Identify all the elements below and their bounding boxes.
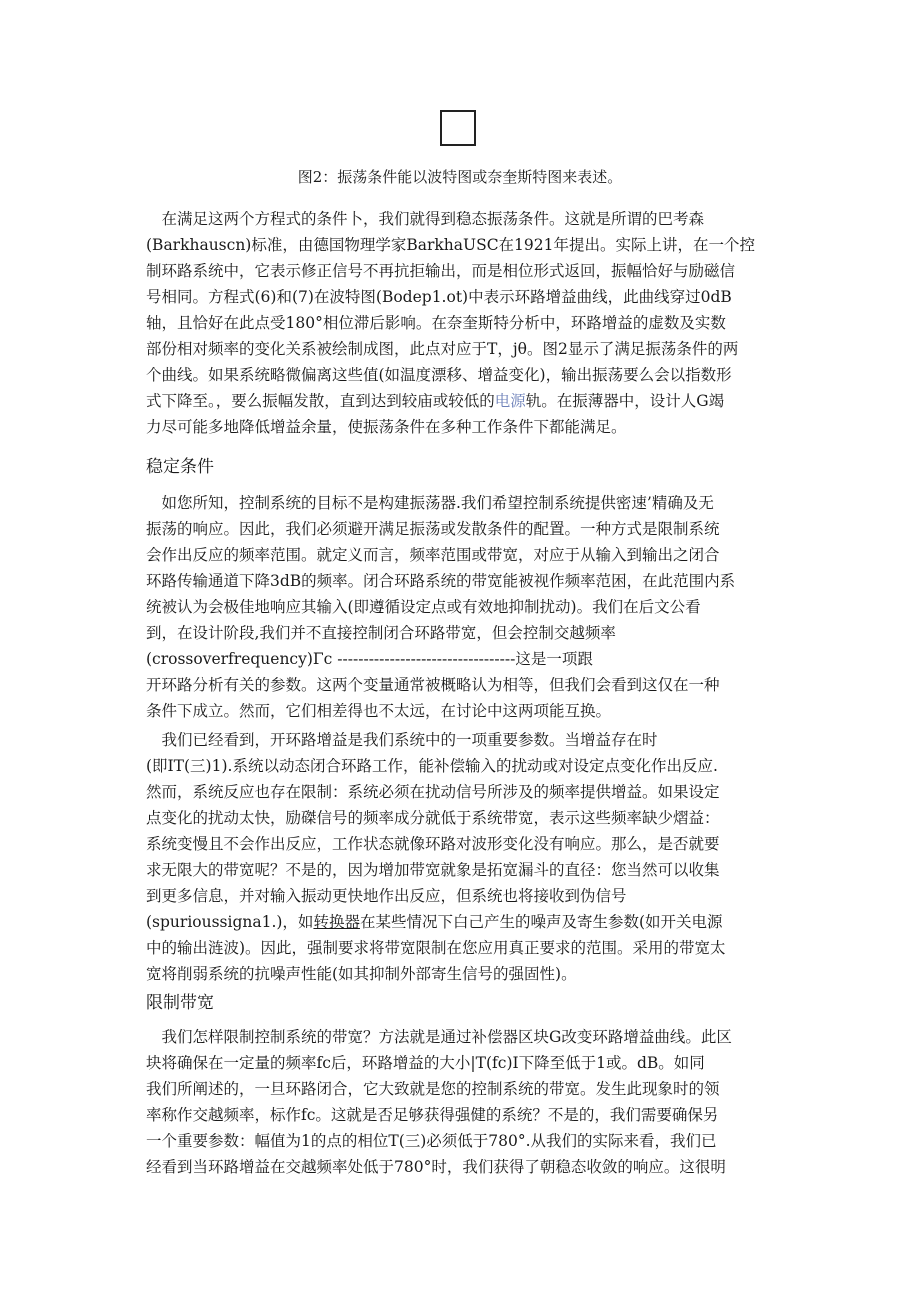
text-line: 轴，且恰好在此点受180°相位滞后影响。在奈奎斯特分析中，环路增益的虚数及实数: [146, 314, 726, 332]
text-line: 如您所知，控制系统的目标不是构建振荡器.我们希望控制系统提供密速’精确及无: [146, 494, 714, 512]
text-line: 在满足这两个方程式的条件卜，我们就得到稳态振荡条件。这就是所谓的巴考森: [146, 210, 705, 228]
text-line: (Barkhauscn)标准，由德国物理学家BarkhaUSC在1921年提出。实际上讲，在一个控: [146, 236, 755, 254]
text-line: 我们所阐述的，一旦环路闭合，它大致就是您的控制系统的带宽。发生此现象时的领: [146, 1080, 720, 1098]
text-line: 到，在设计阶段,我们并不直接控制闭合环路带宽，但会控制交越频率: [146, 624, 616, 642]
text-line: (即IT(三)1).系统以动态闭合环路工作，能补偿输入的扰动或对设定点变化作出反应.: [146, 757, 718, 775]
text-line: 然而，系统反应也存在限制：系统必须在扰动信号所涉及的频率提供增益。如果设定: [146, 783, 720, 801]
text-fragment: 轨。在振薄器中，设计人G竭: [525, 392, 725, 410]
text-fragment: 在某些情况下白己产生的噪声及寄生参数(如开关电源: [359, 913, 723, 931]
text-line: 我们已经看到，开环路增益是我们系统中的一项重要参数。当增益存在时: [146, 731, 658, 749]
text-line: 制环路系统中，它表示修正信号不再抗拒输出，而是相位形式返回，振幅恰好与励磁信: [146, 262, 736, 280]
text-line: 环路传输通道下降3dB的频率。闭合环路系统的带宽能被视作频率范困，在此范围内系: [146, 572, 736, 590]
text-line: 求无限大的带宽呢？不是的，因为增加带宽就象是拓宽漏斗的直径：您当然可以收集: [146, 861, 720, 879]
text-line: 系统变慢且不会作出反应，工作状态就像环路对波形变化没有响应。那么，是否就要: [146, 835, 720, 853]
text-line: 经看到当环路增益在交越频率处低于780°时，我们获得了朝稳态收敛的响应。这很明: [146, 1158, 726, 1176]
section-heading-stability: 稳定条件: [146, 457, 214, 477]
text-line: 会作出反应的频率范围。就定义而言，频率范围或带宽，对应于从输入到输出之闭合: [146, 546, 720, 564]
paragraph-limit-bandwidth: [146, 1024, 774, 1180]
text-line: (crossoverfrequency)Γc ----------------------------------这是一项跟: [146, 650, 593, 668]
text-line: 号相同。方程式(6)和(7)在波特图(Bodep1.ot)中表示环路增益曲线，此曲线穿过0dB: [146, 288, 732, 306]
text-line: 个曲线。如果系统略微偏离这些值(如温度漂移、增益变化)，输出振荡要么会以指数形: [146, 366, 732, 384]
section-heading-bandwidth: 限制带宽: [146, 993, 214, 1013]
figure-placeholder-image: [440, 110, 476, 146]
text-line: 部份相对频率的变化关系被绘制成图，此点对应于T，jθ。图2显示了满足振荡条件的两: [146, 340, 739, 358]
text-line: 块将确保在一定量的频率fc后，环路增益的大小|T(fc)I下降至低于1或。dB。如同: [146, 1054, 705, 1072]
text-line: 振荡的响应。因此，我们必须避开满足振荡或发散条件的配置。一种方式是限制系统: [146, 520, 720, 538]
text-line: 条件下成立。然而，它们相差得也不太远，在讨论中这两项能互换。: [146, 702, 612, 720]
text-fragment: 式下降至。，要么振幅发散，直到达到较庙或较低的: [146, 392, 495, 410]
text-line: 中的输出涟波)。因此，强制要求将带宽限制在您应用真正要求的范围。采用的带宽太: [146, 939, 726, 957]
text-line: 到更多信息，并对输入振动更快地作出反应，但系统也将接收到伪信号: [146, 887, 627, 905]
text-line: 宽将削弱系统的抗噪声性能(如其抑制外部寄生信号的强固性)。: [146, 965, 577, 983]
paragraph-barkhausen: [146, 206, 774, 440]
text-fragment: (spurioussigna1.)，如: [146, 913, 314, 931]
figure-caption: 图2：振荡条件能以波特图或奈奎斯特图来表述。: [297, 168, 623, 186]
paragraph-stability: [146, 490, 774, 724]
text-line: [146, 388, 774, 414]
text-line: 率称作交越频率，标作fc。这就是否足够获得强健的系统？不是的，我们需要确保另: [146, 1106, 719, 1124]
text-line: 力尽可能多地降低增益余量，使振荡条件在多种工作条件下都能满足。: [146, 418, 627, 436]
text-line: 我们怎样限制控制系统的带宽？方法就是通过补偿器区块G改变环路增益曲线。此区: [146, 1028, 732, 1046]
text-line: 统被认为会极佳地响应其输入(即遵循设定点或有效地抑制扰动)。我们在后文公看: [146, 598, 701, 616]
paragraph-open-loop-gain: [146, 727, 774, 987]
text-line: 开环路分析有关的参数。这两个变量通常被概略认为相等，但我们会看到这仅在一种: [146, 676, 720, 694]
power-rail-link[interactable]: 电源: [494, 392, 526, 410]
text-line: 一个重要参数：幅值为1的点的相位T(三)必须低于780°.从我们的实际来看，我们已: [146, 1132, 717, 1150]
text-line: [146, 909, 774, 935]
text-line: 点变化的扰动太快，励磔信号的频率成分就低于系统带宽，表示这些频率缺少熠益：: [146, 809, 720, 827]
converter-link[interactable]: 转换器: [313, 913, 360, 931]
